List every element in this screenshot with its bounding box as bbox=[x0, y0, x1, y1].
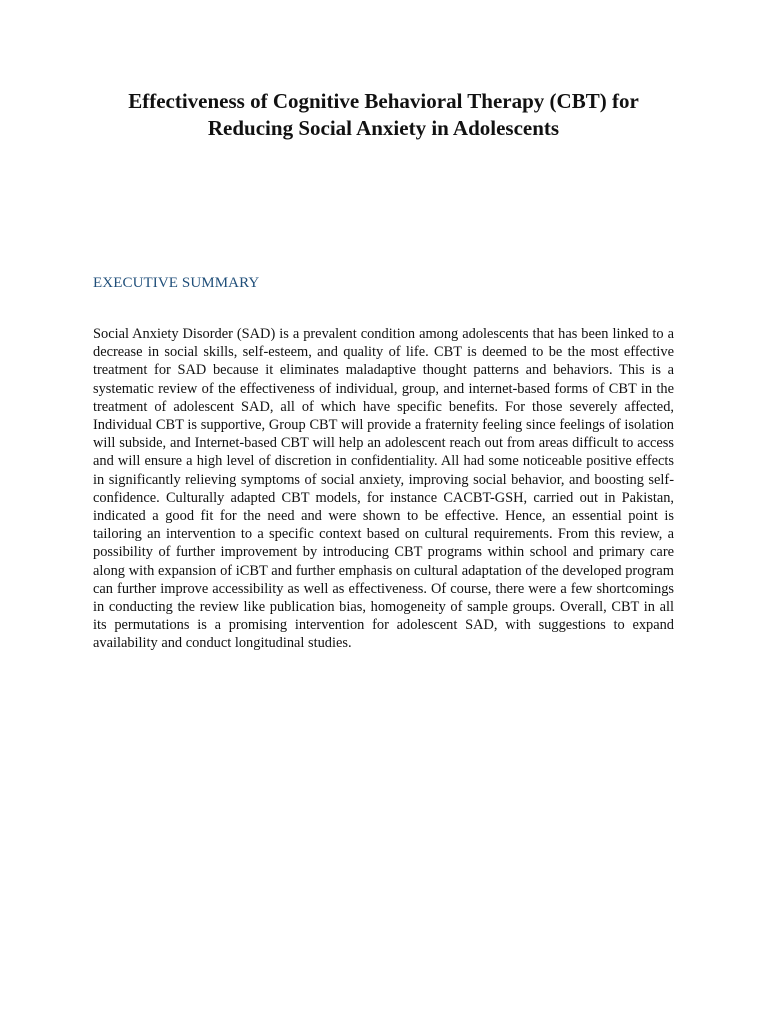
executive-summary-paragraph: Social Anxiety Disorder (SAD) is a prevalent condition among adolescents that has been linked to a decrease in social skills, self-esteem, and quality of life. CBT is deemed to be the most effective treatment for SAD because it eliminates maladaptive thought patterns and behaviors. This is a systematic review of the effectiveness of individual, group, and internet-based forms of CBT in the treatment of adolescent SAD, all of which have specific benefits. For those severely affected, Individual CBT is supportive, Group CBT will provide a fraternity feeling since feelings of isolation will subside, and Internet-based CBT will help an adolescent reach out from areas difficult to access and will ensure a high level of discretion in confidentiality. All had some noticeable positive effects in significantly relieving symptoms of social anxiety, improving social behavior, and boosting self-confidence. Culturally adapted CBT models, for instance CACBT-GSH, carried out in Pakistan, indicated a good fit for the need and were shown to be effective. Hence, an essential point is tailoring an intervention to a specific context based on cultural requirements. From this review, a possibility of further improvement by introducing CBT programs within school and primary care along with expansion of iCBT and further emphasis on cultural adaptation of the developed program can further improve accessibility as well as effectiveness. Of course, there were a few shortcomings in conducting the review like publication bias, homogeneity of sample groups. Overall, CBT in all its permutations is a promising intervention for adolescent SAD, with suggestions to expand availability and conduct longitudinal studies. bbox=[93, 326, 674, 652]
executive-summary-heading: EXECUTIVE SUMMARY bbox=[93, 275, 260, 291]
document-title: Effectiveness of Cognitive Behavioral Therapy (CBT) for Reducing Social Anxiety in Adolescents bbox=[128, 89, 639, 140]
